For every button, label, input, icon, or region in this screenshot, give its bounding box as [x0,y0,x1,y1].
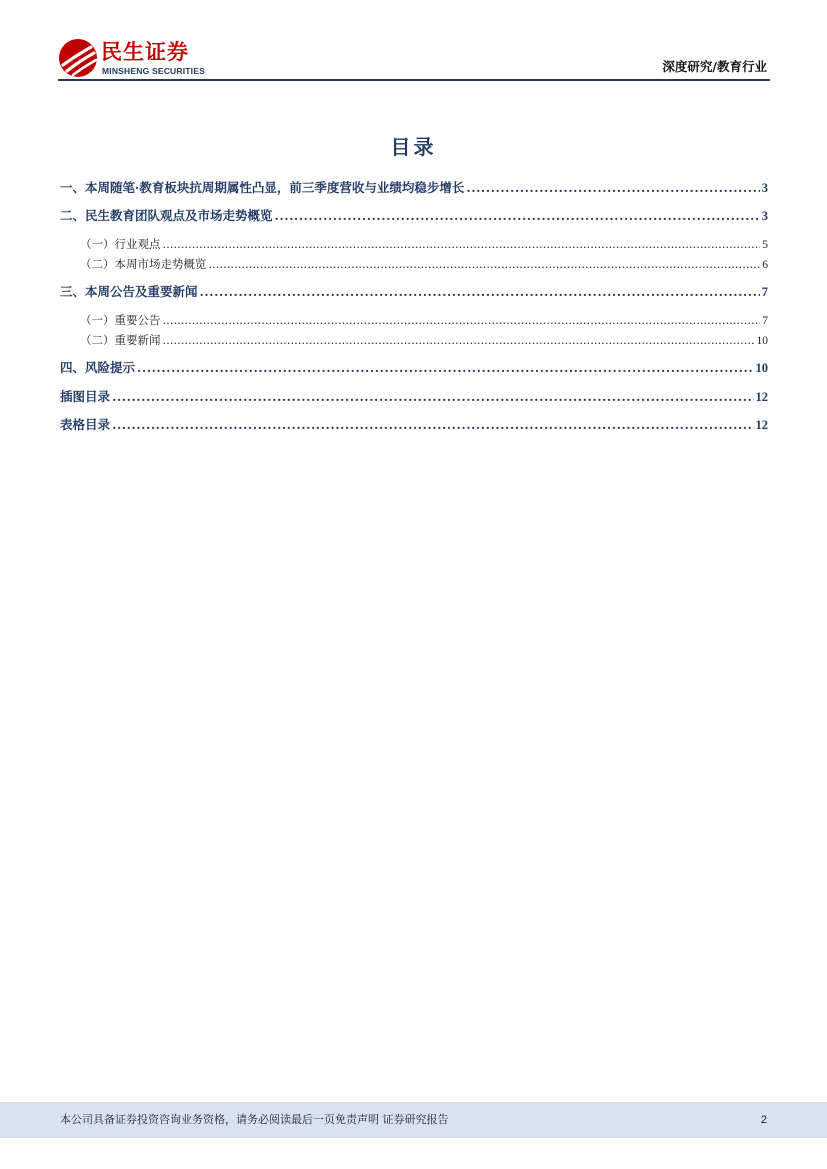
dot-leader [163,236,761,252]
toc-entry-page: 10 [756,335,768,347]
toc-entry[interactable] [60,388,768,406]
toc-entry-page: 6 [762,259,768,271]
brand-name-cn: 民生证券 [101,40,189,64]
toc-entry-label: 四、风险提示 [60,360,136,375]
dot-leader [112,416,753,434]
toc-title: 目录 [390,135,437,159]
dot-leader [163,312,761,328]
dot-leader [466,179,759,197]
brand-name-en: MINSHENG SECURITIES [102,66,205,76]
dot-leader [112,388,753,406]
dot-leader [163,332,755,348]
toc-entry-label: 表格目录 [60,417,111,432]
toc-entry-page: 7 [762,315,768,327]
toc-entry-page: 12 [755,418,768,432]
toc-entry[interactable] [60,312,768,328]
report-category: 深度研究/教育行业 [662,59,767,74]
toc-entry[interactable] [60,332,768,348]
page-number: 2 [760,1114,767,1126]
minsheng-logo-icon [58,38,98,78]
toc-entry-page: 3 [761,209,768,223]
dot-leader [209,256,761,272]
dot-leader [275,207,760,225]
toc-entry[interactable] [60,256,768,272]
toc-entry-page: 7 [761,285,768,299]
toc-entry-page: 3 [761,181,768,195]
dot-leader [200,283,760,301]
page-footer [0,1102,827,1138]
toc-entry[interactable] [60,236,768,252]
toc-entry-page: 5 [762,239,768,251]
header-divider [58,79,770,81]
toc-entry-label: （一）重要公告 [80,313,161,327]
toc-entry-label: （一）行业观点 [80,237,161,251]
toc-entry-label: 三、本周公告及重要新闻 [60,284,198,299]
toc-entry[interactable] [60,179,768,197]
toc-entry[interactable] [60,416,768,434]
toc-entry[interactable] [60,207,768,225]
toc-entry-label: 二、民生教育团队观点及市场走势概览 [60,208,273,223]
toc-entry-page: 12 [755,390,768,404]
toc-entry-label: 插图目录 [60,389,111,404]
toc-entry-page: 10 [755,361,768,375]
toc-entry-label: （二）重要新闻 [80,333,161,347]
toc-entry[interactable] [60,283,768,301]
page-header [0,0,827,84]
dot-leader [137,359,753,377]
toc-entry-label: （二）本周市场走势概览 [80,257,207,271]
footer-disclaimer: 本公司具备证券投资咨询业务资格，请务必阅读最后一页免责声明 证券研究报告 [60,1113,449,1126]
toc-entry-label: 一、本周随笔·教育板块抗周期属性凸显，前三季度营收与业绩均稳步增长 [60,180,465,195]
toc-entry[interactable] [60,359,768,377]
